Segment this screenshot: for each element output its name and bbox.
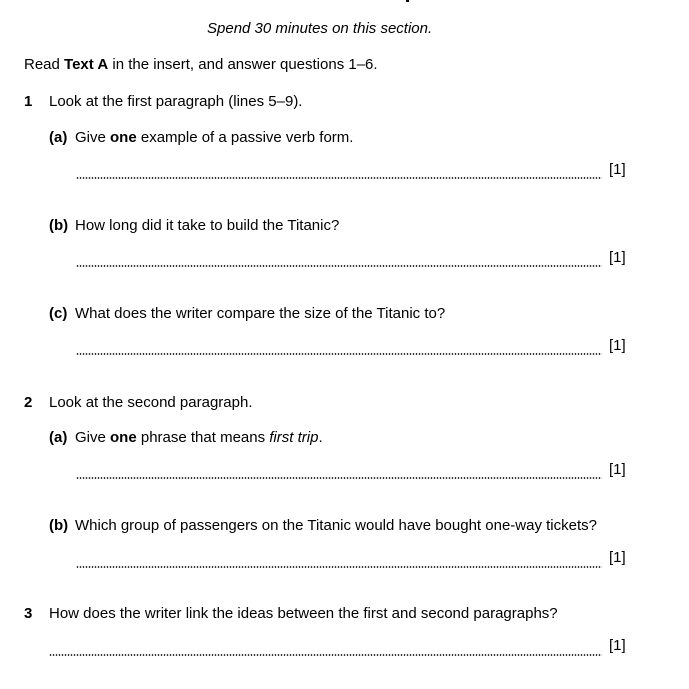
question-2a-mark: [1] bbox=[609, 461, 626, 478]
question-2-text: Look at the second paragraph. bbox=[49, 394, 253, 411]
answer-line-2a[interactable] bbox=[76, 477, 602, 479]
question-1-number: 1 bbox=[24, 93, 33, 110]
question-3-number: 3 bbox=[24, 605, 33, 622]
question-2a-pre: Give bbox=[75, 429, 111, 446]
question-2a-text bbox=[75, 429, 323, 447]
intro-rest: in the insert, and answer questions 1–6. bbox=[108, 56, 378, 73]
answer-line-2b[interactable] bbox=[76, 566, 602, 568]
question-1a-text bbox=[75, 129, 353, 147]
question-1c-label: (c) bbox=[49, 305, 68, 322]
question-3-mark: [1] bbox=[609, 637, 626, 654]
intro-read: Read bbox=[24, 56, 65, 73]
question-2a-end: . bbox=[318, 429, 323, 446]
page-edge-mark bbox=[406, 0, 409, 2]
question-2b-text: Which group of passengers on the Titanic would have bought one-way tickets? bbox=[75, 517, 597, 534]
question-1a-bold: one bbox=[110, 129, 137, 146]
question-1a-post: example of a passive verb form. bbox=[136, 129, 354, 146]
question-1b-label: (b) bbox=[49, 217, 69, 234]
question-1a-pre: Give bbox=[75, 129, 111, 146]
question-1a-label: (a) bbox=[49, 129, 68, 146]
answer-line-1b[interactable] bbox=[76, 265, 602, 267]
answer-line-1c[interactable] bbox=[76, 353, 602, 355]
question-1b-text: How long did it take to build the Titanic? bbox=[75, 217, 340, 234]
question-1c-text: What does the writer compare the size of the Titanic to? bbox=[75, 305, 446, 322]
question-3-text: How does the writer link the ideas between the first and second paragraphs? bbox=[49, 605, 558, 622]
question-2a-italic: first trip bbox=[269, 429, 319, 446]
question-1-text: Look at the first paragraph (lines 5–9). bbox=[49, 93, 303, 110]
question-1a-mark: [1] bbox=[609, 161, 626, 178]
question-2a-bold: one bbox=[110, 429, 137, 446]
intro-instruction bbox=[24, 56, 378, 74]
question-2-number: 2 bbox=[24, 394, 33, 411]
question-2a-post: phrase that means bbox=[136, 429, 270, 446]
section-instruction: Spend 30 minutes on this section. bbox=[207, 20, 433, 37]
question-2b-label: (b) bbox=[49, 517, 69, 534]
answer-line-1a[interactable] bbox=[76, 177, 602, 179]
question-2a-label: (a) bbox=[49, 429, 68, 446]
question-2b-mark: [1] bbox=[609, 549, 626, 566]
question-1c-mark: [1] bbox=[609, 337, 626, 354]
question-1b-mark: [1] bbox=[609, 249, 626, 266]
intro-text-ref: Text A bbox=[64, 56, 109, 73]
answer-line-3[interactable] bbox=[49, 654, 602, 656]
